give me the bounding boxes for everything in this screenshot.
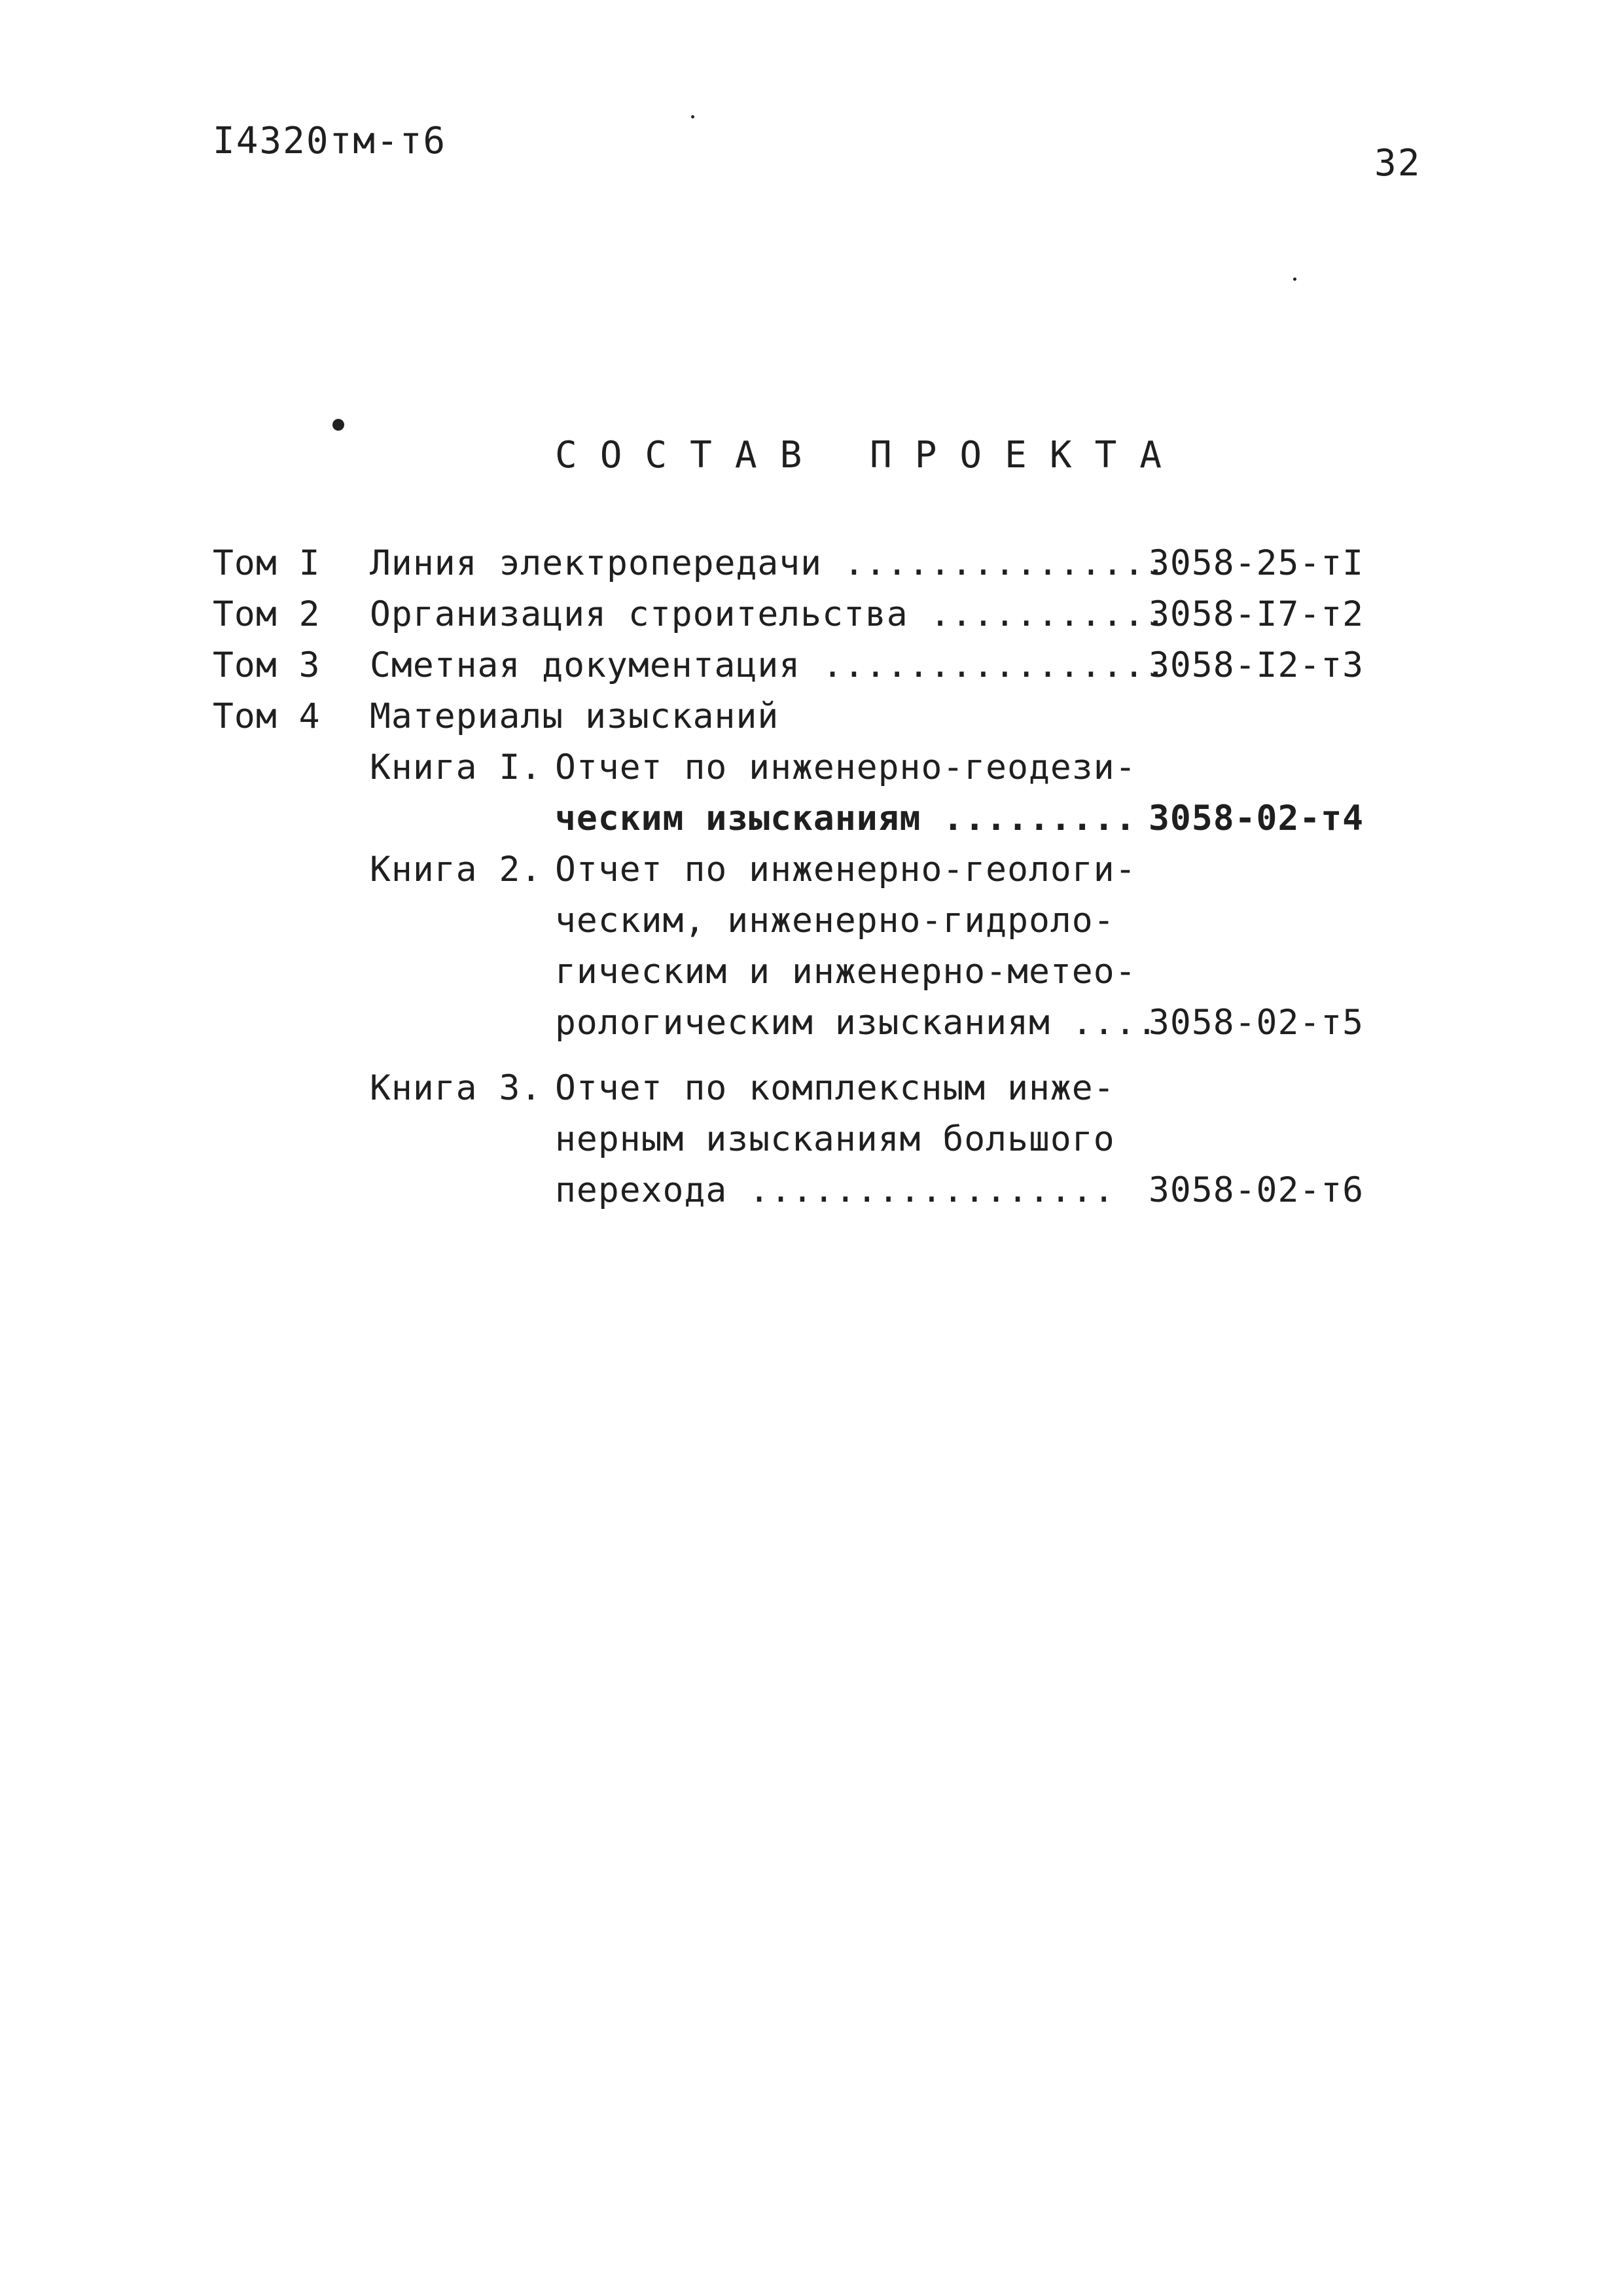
ink-mark [332,419,344,431]
book-label: Книга 3. [370,1068,543,1108]
book-title-line: гическим и инженерно-метео- [555,952,1137,992]
book-title-line: нерным изысканиям большого [555,1119,1115,1159]
volume-title: Организация строительства ........... [370,594,1167,634]
ink-speck [691,115,694,118]
book-row [0,1000,1623,1046]
book-row [0,949,1623,995]
volume-title: Материалы изысканий [370,696,779,736]
book-label: Книга 2. [370,850,543,889]
book-row [0,898,1623,944]
book-title-line: Отчет по инженерно-геологи- [555,850,1137,889]
volume-label: Том 4 [213,696,321,736]
page-title: СОСТАВ ПРОЕКТА [555,434,1185,476]
book-row [0,1168,1623,1213]
volume-code: 3058-25-тI [1149,543,1364,583]
volume-row [0,643,1623,689]
book-row [0,796,1623,842]
book-row [0,745,1623,791]
volume-title: Линия электропередачи ............... [370,543,1167,583]
volume-label: Том I [213,543,321,583]
page-number: 32 [1374,142,1421,185]
book-row [0,1066,1623,1111]
volume-title: Сметная документация ................ [370,645,1167,685]
ink-speck [1293,278,1296,281]
document-code: I4320тм-т6 [213,120,447,162]
book-title-line: Отчет по комплексным инже- [555,1068,1115,1108]
volume-row [0,541,1623,586]
book-title-line: ческим, инженерно-гидроло- [555,901,1115,941]
book-row [0,847,1623,893]
volume-label: Том 2 [213,594,321,634]
book-code: 3058-02-т4 [1149,798,1364,838]
book-code: 3058-02-т6 [1149,1170,1364,1210]
volume-row [0,592,1623,637]
volume-label: Том 3 [213,645,321,685]
book-title-line: перехода ................. [555,1170,1115,1210]
book-row [0,1117,1623,1162]
volume-code: 3058-I2-т3 [1149,645,1364,685]
volume-row [0,694,1623,740]
book-label: Книга I. [370,747,543,787]
book-title-line: Отчет по инженерно-геодези- [555,747,1137,787]
book-title-line: ческим изысканиям ......... [555,798,1137,838]
book-title-line: рологическим изысканиям .... [555,1003,1158,1043]
book-code: 3058-02-т5 [1149,1003,1364,1043]
volume-code: 3058-I7-т2 [1149,594,1364,634]
